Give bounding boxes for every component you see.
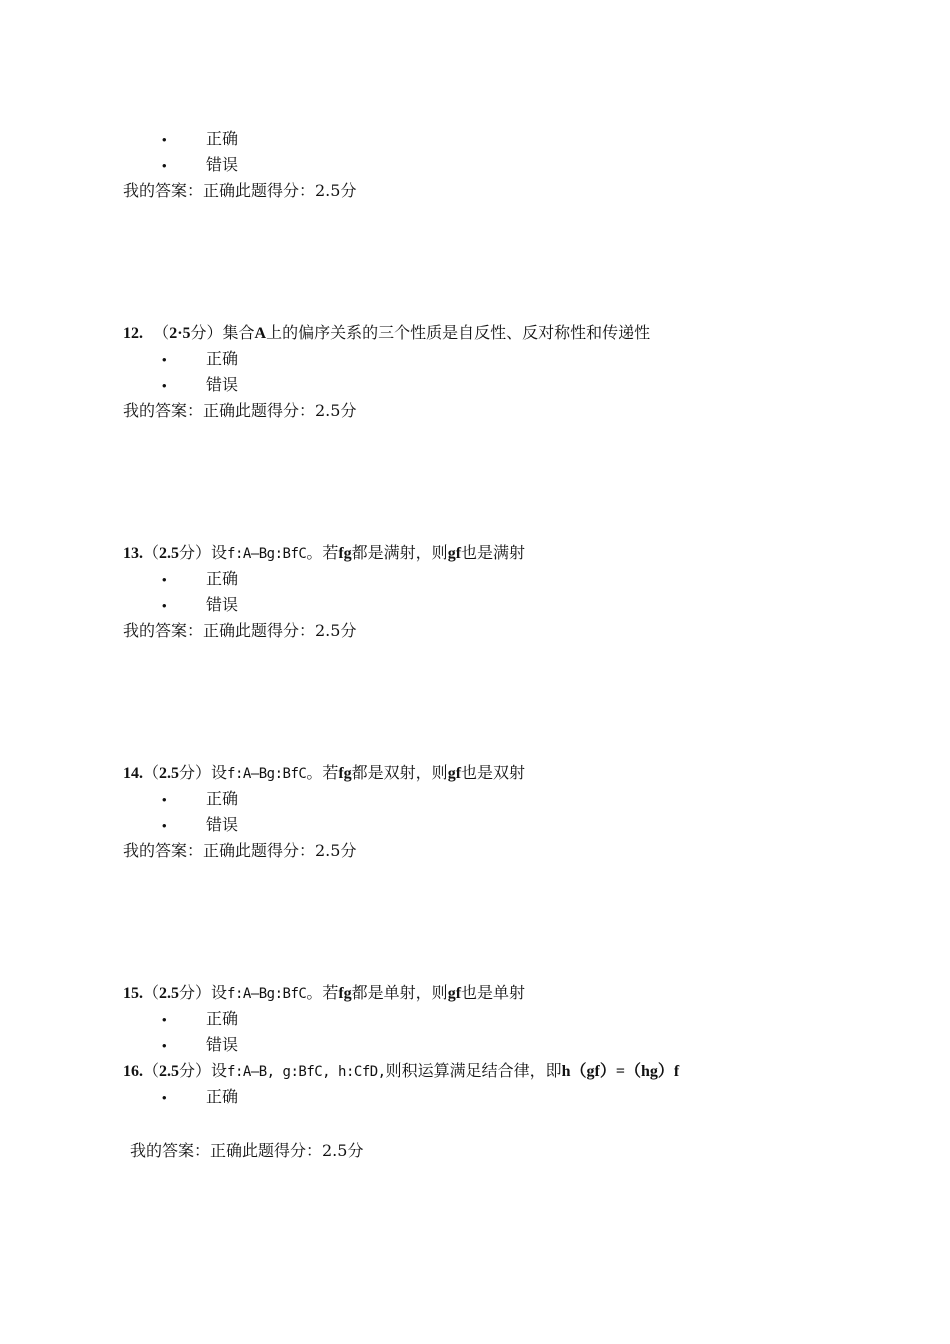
question-16: 16.（2.5分）设f:A—B, g:BfC, h:CfD,则积运算满足结合律，即h（gf）=（hg）f	[123, 1061, 680, 1080]
option-wrong[interactable]: • 错误	[162, 375, 239, 394]
bullet-icon: •	[162, 352, 167, 367]
option-correct[interactable]: • 正确	[162, 349, 239, 368]
my-answer: 我的答案：正确此题得分：2.5分	[123, 621, 357, 640]
bullet-icon: •	[162, 132, 167, 147]
bullet-icon: •	[162, 158, 167, 173]
bullet-icon: •	[162, 792, 167, 807]
option-wrong[interactable]: • 错误	[162, 155, 239, 174]
bullet-icon: •	[162, 1038, 167, 1053]
option-wrong[interactable]: • 错误	[162, 1035, 239, 1054]
question-12: 12. （2·5分）集合A上的偏序关系的三个性质是自反性、反对称性和传递性	[123, 323, 651, 342]
bullet-icon: •	[162, 1012, 167, 1027]
my-answer: 我的答案：正确此题得分：2.5分	[123, 181, 357, 200]
question-14: 14.（2.5分）设f:A—Bg:BfC。若fg都是双射，则gf也是双射	[123, 763, 526, 782]
option-correct[interactable]: • 正确	[162, 129, 239, 148]
option-correct[interactable]: • 正确	[162, 1087, 239, 1106]
bullet-icon: •	[162, 1090, 167, 1105]
option-correct[interactable]: • 正确	[162, 569, 239, 588]
bullet-icon: •	[162, 818, 167, 833]
bullet-icon: •	[162, 598, 167, 613]
option-correct[interactable]: • 正确	[162, 1009, 239, 1028]
bullet-icon: •	[162, 378, 167, 393]
question-15: 15.（2.5分）设f:A—Bg:BfC。若fg都是单射，则gf也是单射	[123, 983, 526, 1002]
option-wrong[interactable]: • 错误	[162, 595, 239, 614]
option-wrong[interactable]: • 错误	[162, 815, 239, 834]
question-13: 13.（2.5分）设f:A—Bg:BfC。若fg都是满射，则gf也是满射	[123, 543, 526, 562]
my-answer: 我的答案：正确此题得分：2.5分	[123, 841, 357, 860]
option-correct[interactable]: • 正确	[162, 789, 239, 808]
my-answer: 我的答案：正确此题得分：2.5分	[130, 1141, 364, 1160]
my-answer: 我的答案：正确此题得分：2.5分	[123, 401, 357, 420]
bullet-icon: •	[162, 572, 167, 587]
